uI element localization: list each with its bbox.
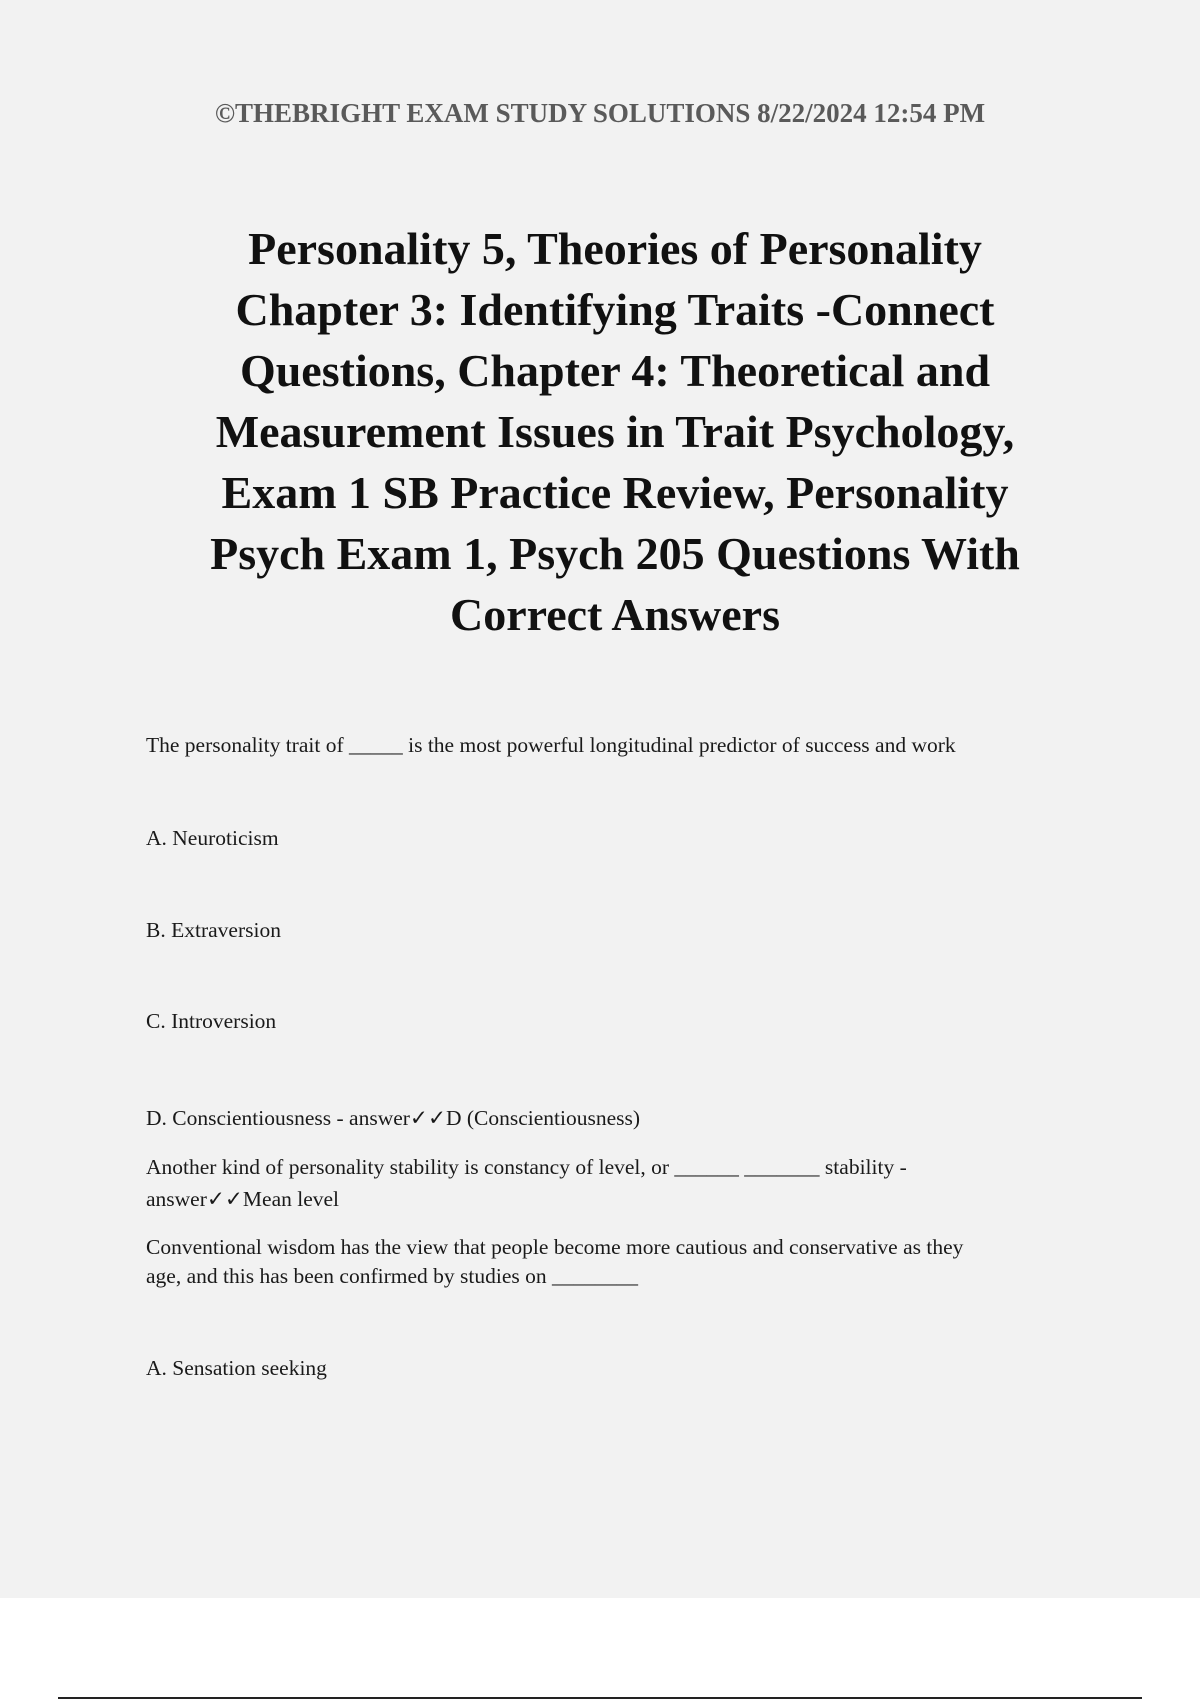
answer-option: A. Sensation seeking (146, 1356, 327, 1380)
title-line: Correct Answers (450, 589, 780, 640)
page-header: ©THEBRIGHT EXAM STUDY SOLUTIONS 8/22/2024 12:54 PM (214, 98, 986, 128)
title-line: Psych Exam 1, Psych 205 Questions With (210, 528, 1020, 579)
answer-option: A. Neuroticism (146, 826, 279, 850)
question-text: age, and this has been confirmed by studies on ________ (146, 1264, 639, 1288)
title-line: Personality 5, Theories of Personality (248, 223, 982, 274)
page-divider (58, 1697, 1142, 1699)
question-text: The personality trait of _____ is the most powerful longitudinal predictor of success and work (146, 733, 956, 757)
document-title (150, 218, 1080, 645)
answer-option: B. Extraversion (146, 918, 281, 942)
question-text: Another kind of personality stability is constancy of level, or ______ _______ stability - (146, 1155, 907, 1179)
question-text: Conventional wisdom has the view that people become more cautious and conservative as they (146, 1235, 964, 1259)
answer-option: D. Conscientiousness - answer✓✓D (Conscientiousness) (146, 1106, 641, 1130)
title-line: Measurement Issues in Trait Psychology, (215, 406, 1015, 457)
answer-text: answer✓✓Mean level (146, 1187, 340, 1211)
title-line: Questions, Chapter 4: Theoretical and (239, 345, 991, 396)
answer-option: C. Introversion (146, 1009, 277, 1033)
title-line: Chapter 3: Identifying Traits -Connect (235, 284, 995, 335)
title-line: Exam 1 SB Practice Review, Personality (221, 467, 1009, 518)
